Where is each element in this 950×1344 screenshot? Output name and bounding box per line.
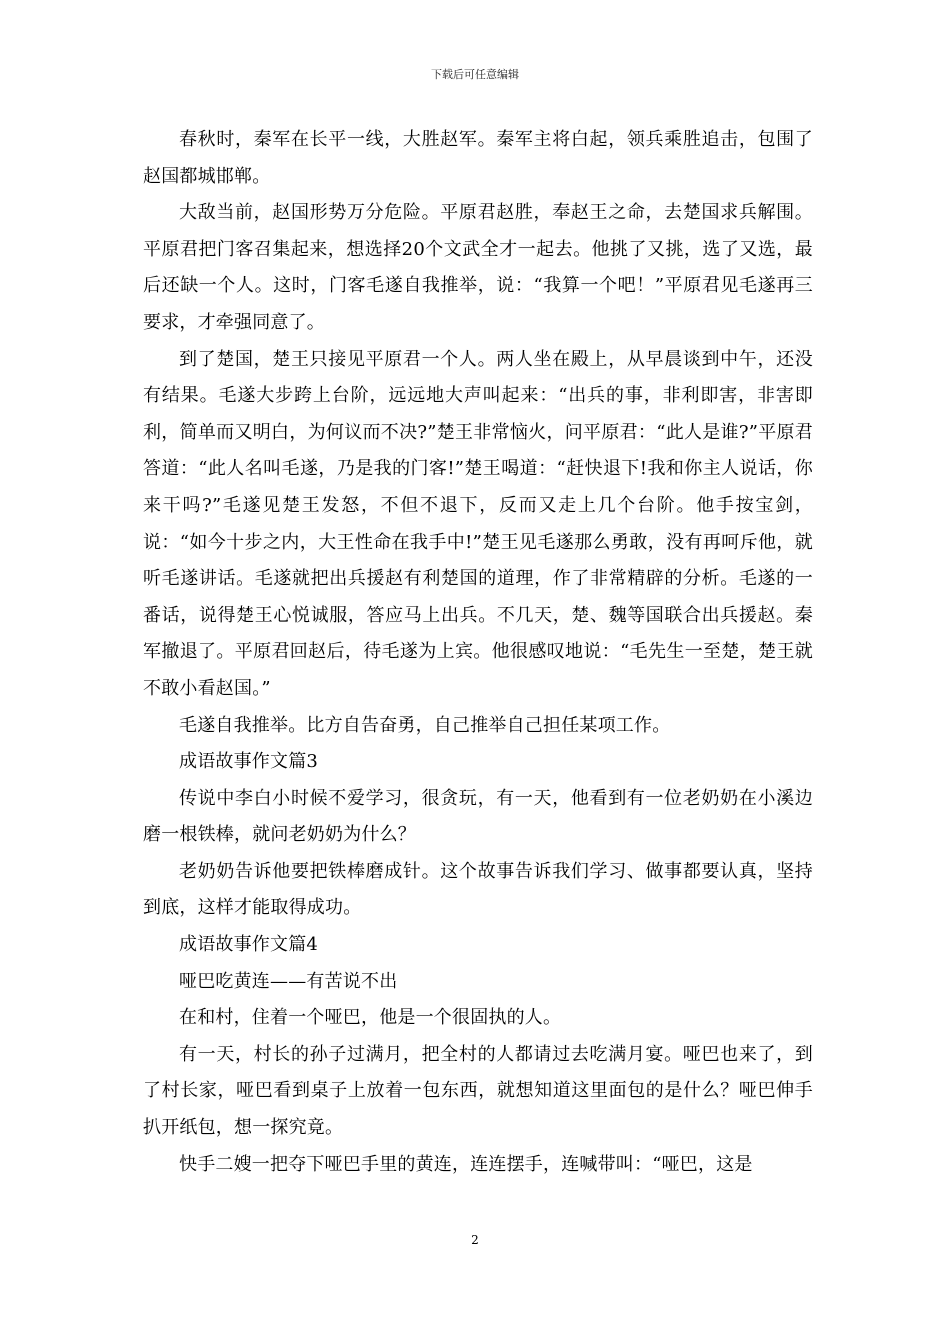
page-number: 2 (471, 1233, 479, 1247)
paragraph-9: 快手二嫂一把夺下哑巴手里的黄连，连连摆手，连喊带叫：“哑巴，这是 (179, 1153, 753, 1175)
section-heading-4: 成语故事作文篇4 (179, 934, 319, 956)
paragraph-7: 在和村，住着一个哑巴，他是一个很固执的人。 (179, 1007, 562, 1029)
paragraph-8: 有一天，村长的孙子过满月，把全村的人都请过去吃满月宴。哑巴也来了，到了村长家，哑巴看到桌子上放着一包东西，就想知道这里面包的是什么？哑巴伸手扒开纸包，想一探究竟。 (143, 1043, 813, 1139)
paragraph-4: 毛遂自我推举。比方自告奋勇，自己推举自己担任某项工作。 (179, 714, 671, 736)
document-body (143, 122, 813, 1183)
page-header: 下载后可任意编辑 (431, 68, 519, 81)
story-title: 哑巴吃黄连——有苦说不出 (179, 970, 398, 992)
paragraph-6: 老奶奶告诉他要把铁棒磨成针。这个故事告诉我们学习、做事都要认真，坚持到底，这样才能取得成功。 (143, 860, 813, 919)
paragraph-2: 大敌当前，赵国形势万分危险。平原君赵胜，奉赵王之命，去楚国求兵解围。平原君把门客召集起来，想选择20个文武全才一起去。他挑了又挑，选了又选，最后还缺一个人。这时，门客毛遂自我推举，说：“我算一个吧！”平原君见毛遂再三要求，才牵强同意了。 (143, 202, 813, 333)
paragraph-3: 到了楚国，楚王只接见平原君一个人。两人坐在殿上，从早晨谈到中午，还没有结果。毛遂大步跨上台阶，远远地大声叫起来：“出兵的事，非利即害，非害即利，简单而又明白，为何议而不决?”楚王非常恼火，问平原君：“此人是谁?”平原君答道：“此人名叫毛遂，乃是我的门客!”楚王喝道：“赶快退下!我和你主人说话，你来干吗?”毛遂见楚王发怒，不但不退下，反而又走上几个台阶。他手按宝剑，说：“如今十步之内，大王性命在我手中!”楚王见毛遂那么勇敢，没有再呵斥他，就听毛遂讲话。毛遂就把出兵援赵有利楚国的道理，作了非常精辟的分析。毛遂的一番话，说得楚王心悦诚服，答应马上出兵。不几天，楚、魏等国联合出兵援赵。秦军撤退了。平原君回赵后，待毛遂为上宾。他很感叹地说：“毛先生一至楚，楚王就不敢小看赵国。” (143, 348, 813, 699)
paragraph-1: 春秋时，秦军在长平一线，大胜赵军。秦军主将白起，领兵乘胜追击，包围了赵国都城邯郸。 (143, 129, 813, 187)
paragraph-5: 传说中李白小时候不爱学习，很贪玩，有一天，他看到有一位老奶奶在小溪边磨一根铁棒，就问老奶奶为什么？ (143, 787, 813, 846)
section-heading-3: 成语故事作文篇3 (179, 751, 319, 773)
